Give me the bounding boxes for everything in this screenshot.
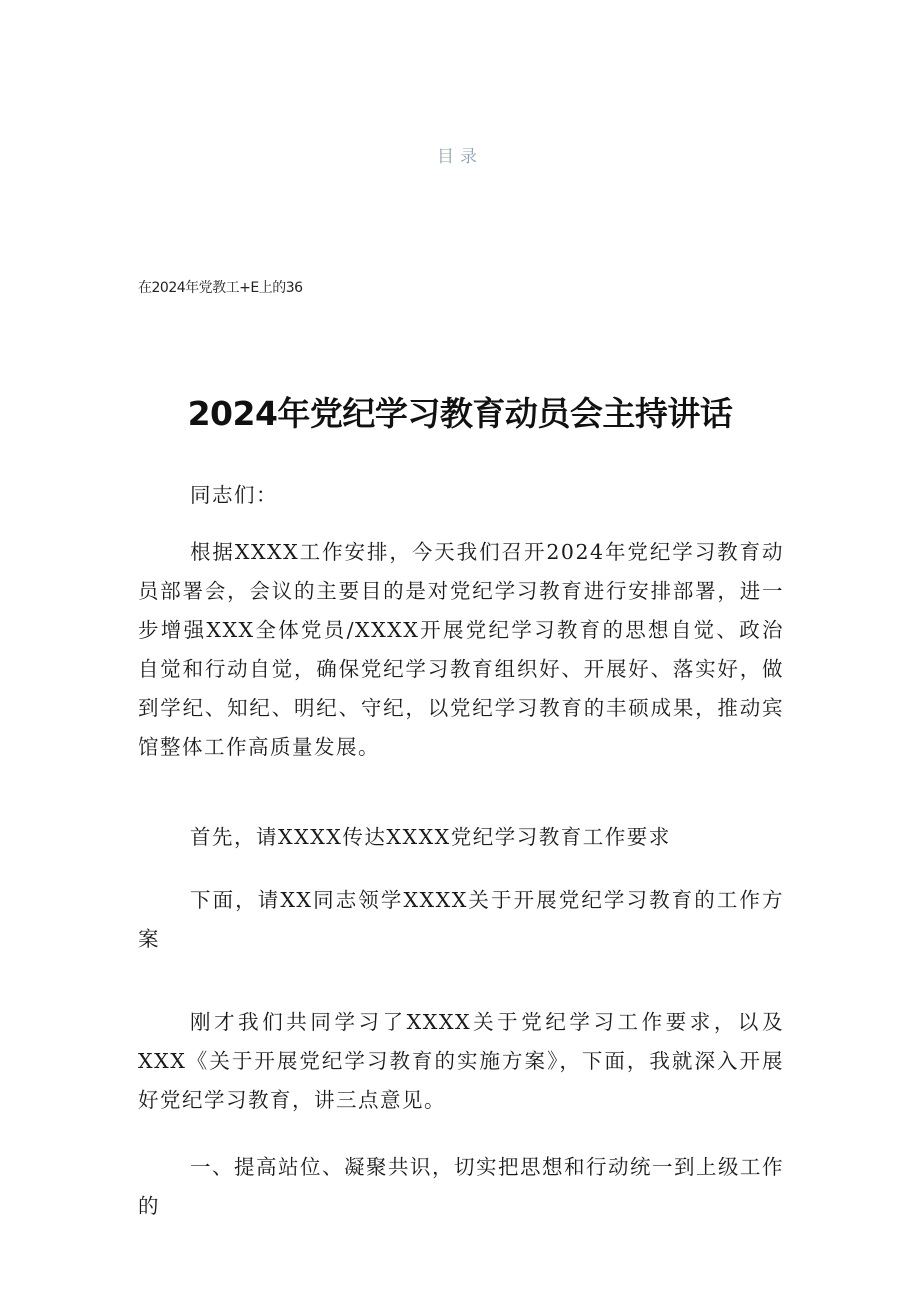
document-title: 2024年党纪学习教育动员会主持讲话 [187,394,733,433]
toc-heading: 目录 [437,147,483,167]
paragraph-transition: 刚才我们共同学习了XXXX关于党纪学习工作要求，以及XXX《关于开展党纪学习教育的实施方案》，下面，我就深入开展好党纪学习教育，讲三点意见。 [138,1010,784,1112]
paragraph-first-agenda: 首先，请XXXX传达XXXX党纪学习教育工作要求 [190,825,671,849]
paragraph-intro: 根据XXXX工作安排，今天我们召开2024年党纪学习教育动员部署会，会议的主要目的是对党纪学习教育进行安排部署，进一步增强XXX全体党员/XXXX开展党纪学习教育的思想自觉、政治自觉和行动自觉，确保党纪学习教育组织好、开展好、落实好，做到学纪、知纪、明纪、守纪，以党纪学习教育的丰硕成果，推动宾馆整体工作高质量发展。 [138,540,784,759]
salutation: 同志们： [190,483,278,507]
section-heading-one: 一、提高站位、凝聚共识，切实把思想和行动统一到上级工作的 [138,1155,784,1218]
toc-entry[interactable]: 在2024年党教工+E上的36 [138,280,303,296]
paragraph-second-agenda: 下面，请XX同志领学XXXX关于开展党纪学习教育的工作方案 [138,888,784,951]
